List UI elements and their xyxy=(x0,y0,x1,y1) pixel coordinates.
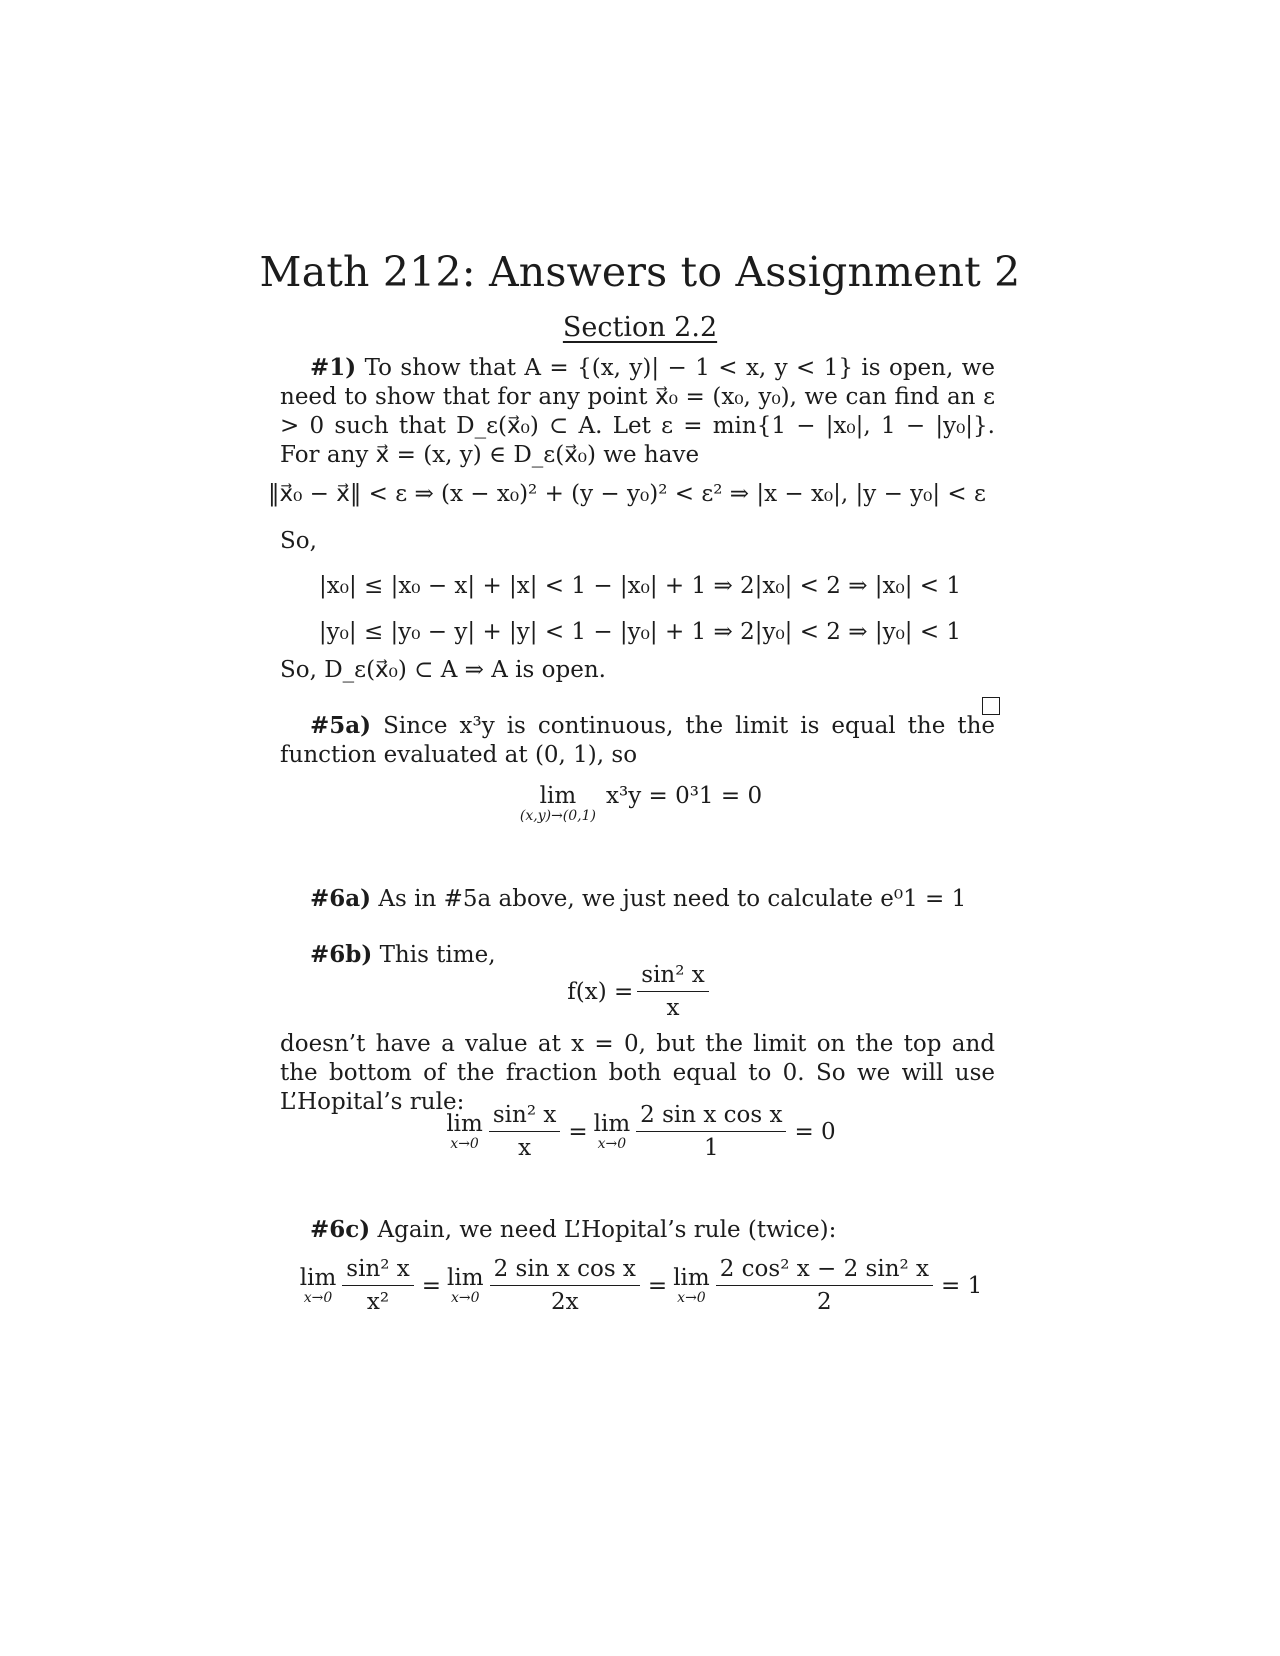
document-title: Math 212: Answers to Assignment 2 xyxy=(259,248,1021,296)
q6c-fraction-1 xyxy=(342,1256,413,1315)
q6c-lim-op-2: lim xyxy=(447,1264,484,1291)
q1-equation-3: |y₀| ≤ |y₀ − y| + |y| < 1 − |y₀| + 1 ⇒ 2|y₀| < 2 ⇒ |y₀| < 1 xyxy=(318,619,962,645)
q6c-limit-1 xyxy=(300,1266,337,1306)
q5a-text: Since x³y is continuous, the limit is equal the the function evaluated at (0, 1), so xyxy=(280,713,995,768)
q6c-lim-sub-2: x→0 xyxy=(451,1289,480,1306)
q6c-label: #6c) xyxy=(310,1216,371,1243)
q6c-limit-2 xyxy=(447,1266,484,1306)
q6b-label: #6b) xyxy=(310,941,373,968)
q6b-f-den: x xyxy=(666,995,680,1021)
q6c-lim-op-1: lim xyxy=(299,1264,337,1291)
q1-label: #1) xyxy=(310,354,357,381)
q6c-equals-1: = xyxy=(421,1272,442,1299)
q6a-paragraph xyxy=(310,885,966,912)
q6b-f-lhs: f(x) = xyxy=(567,978,634,1005)
q6b-paragraph: doesn’t have a value at x = 0, but the limit on the top and the bottom of the fraction both equal to 0. So we will use L’Hopital’s rule: xyxy=(280,1031,995,1115)
q6c-frac1-den: x² xyxy=(366,1289,390,1315)
q1-so: So, xyxy=(280,528,317,554)
q6c-lim-sub-1: x→0 xyxy=(303,1289,333,1306)
q5a-lim-op: lim xyxy=(539,783,577,809)
q6c-limit-equation xyxy=(0,1256,1280,1315)
q6b-lim-op-1: lim xyxy=(446,1110,483,1137)
q6c-frac3-num: 2 cos² x − 2 sin² x xyxy=(716,1256,933,1286)
q1-conclusion: So, D_ε(x⃗₀) ⊂ A ⇒ A is open. xyxy=(280,657,606,683)
section-heading xyxy=(0,312,1280,343)
q6b-function-def xyxy=(0,962,1280,1021)
q6b-frac1-den: x xyxy=(518,1135,532,1161)
q1-text: To show that A = {(x, y)| − 1 < x, y < 1} is open, we need to show that for any point x⃗₀ = (x₀, y₀), we can find an ε > 0 such that D_ε(x⃗₀) ⊂ A. Let ε = min{1 − |x₀|, 1 − |y₀|}. For any x⃗ = (x, y) ∈ D_ε(x⃗₀) we have xyxy=(280,355,996,468)
q6b-frac2-den: 1 xyxy=(703,1135,719,1161)
q6c-frac3-den: 2 xyxy=(817,1289,832,1315)
q6c-text: Again, we need L’Hopital’s rule (twice): xyxy=(377,1217,837,1243)
q6b-frac1-num: sin² x xyxy=(489,1102,560,1132)
q6c-frac2-den: 2x xyxy=(550,1289,579,1315)
q6b-equals: = xyxy=(568,1118,588,1145)
q6b-limit-1 xyxy=(446,1112,483,1152)
q6c-result: = 1 xyxy=(941,1272,983,1299)
q6c-intro xyxy=(310,1216,836,1243)
q6b-result: = 0 xyxy=(794,1118,836,1145)
q6b-lim-sub-2: x→0 xyxy=(597,1135,627,1152)
q5a-limit xyxy=(520,784,596,824)
q6c-lim-sub-3: x→0 xyxy=(677,1289,706,1306)
q6b-f-fraction xyxy=(637,962,708,1021)
q6c-frac2-num: 2 sin x cos x xyxy=(490,1256,640,1286)
q5a-label: #5a) xyxy=(310,712,372,739)
q6c-lim-op-3: lim xyxy=(673,1264,710,1291)
q1-paragraph xyxy=(280,353,995,470)
q6b-lim-op-2: lim xyxy=(593,1110,631,1137)
q6c-fraction-2 xyxy=(490,1256,640,1315)
q5a-expression: x³y = 0³1 = 0 xyxy=(606,783,763,809)
q6b-text: This time, xyxy=(379,942,496,968)
q6b-fraction-1 xyxy=(489,1102,560,1161)
q5a-limit-equation xyxy=(0,784,1280,824)
section-heading-text: Section 2.2 xyxy=(562,312,718,343)
q6b-frac2-num: 2 sin x cos x xyxy=(636,1102,786,1132)
q6b-limit-2 xyxy=(594,1112,631,1152)
q6a-text: As in #5a above, we just need to calculate e⁰1 = 1 xyxy=(378,886,967,912)
q1-equation-1: ‖x⃗₀ − x⃗‖ < ε ⇒ (x − x₀)² + (y − y₀)² < ε² ⇒ |x − x₀|, |y − y₀| < ε xyxy=(268,481,986,507)
q6b-fraction-2 xyxy=(636,1102,786,1161)
q5a-lim-sub: (x,y)→(0,1) xyxy=(519,808,596,824)
q6a-label: #6a) xyxy=(310,885,372,912)
q6c-fraction-3 xyxy=(716,1256,933,1315)
q6c-limit-3 xyxy=(673,1266,710,1306)
q6c-equals-2: = xyxy=(647,1272,668,1299)
q6b-limit-equation xyxy=(0,1102,1280,1161)
q6c-frac1-num: sin² x xyxy=(342,1256,413,1286)
q6b-f-num: sin² x xyxy=(637,962,708,992)
q1-equation-2: |x₀| ≤ |x₀ − x| + |x| < 1 − |x₀| + 1 ⇒ 2|x₀| < 2 ⇒ |x₀| < 1 xyxy=(319,573,961,599)
q5a-paragraph xyxy=(280,711,995,770)
q6b-lim-sub-1: x→0 xyxy=(450,1135,479,1152)
